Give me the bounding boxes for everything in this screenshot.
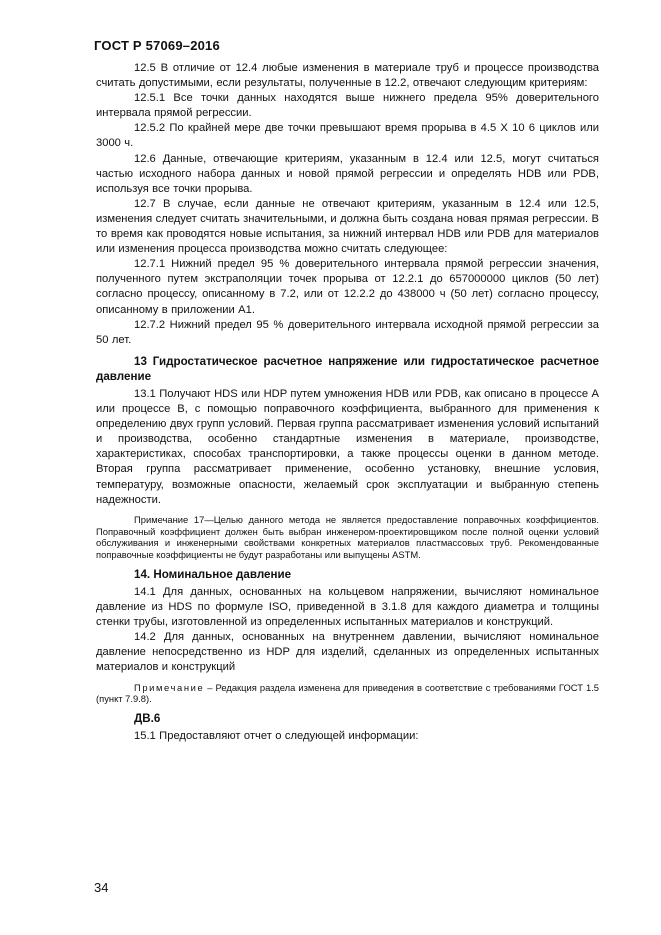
paragraph-14-1: 14.1 Для данных, основанных на кольцевом напряжении, вычисляют номинальное давление из HDS по формуле ISO, приведенной в 3.1.8 для каждого диаметра и толщины стенки трубы, изготовленной из определенных испытанных материалов и конструкций. [96,586,599,629]
paragraph-12-5-1: 12.5.1 Все точки данных находятся выше нижнего предела 95% доверительного интервала прямой регрессии. [96,92,599,120]
paragraph-12-7-1: 12.7.1 Нижний предел 95 % доверительного интервала прямой регрессии значения, полученного путем экстраполяции точек прорыва от 12.2.1 до 657000000 циклов (50 лет) согласно процессу, описанному в 7.2, или от 12.2.2 до 438000 ч (50 лет) согласно процессу, описанному в приложении А1. [96,258,599,316]
section-14-heading: 14. Номинальное давление [134,567,292,581]
paragraph-13-1: 13.1 Получают HDS или HDP путем умножения HDB или PDB, как описано в процессе А или процессе В, с помощью поправочного коэффициента, выбранного для применения к определению двух групп условий. Первая группа рассматривает изменения условий испытаний и производства, особенно стандартные изменения в материале, производстве, характеристиках, способах транспортировки, а также процессы оценки в данном методе. Вторая группа рассматривает применение, особенно установку, внешние условия, температуру, возможные опасности, желаемый срок эксплуатации и выбранную степень надежности. [96,387,599,506]
page-number: 34 [94,880,109,895]
section-13-heading: 13 Гидростатическое расчетное напряжение или гидростатическое расчетное давление [96,354,599,383]
paragraph-15-1: 15.1 Предоставляют отчет о следующей информации: [134,730,419,743]
section-dv6-heading: ДВ.6 [134,712,161,726]
note-final-text: – Редакция раздела изменена для приведения в соответствие с требованиями ГОСТ 1.5 (пункт 7.9.8). [96,681,599,705]
paragraph-12-5-2: 12.5.2 По крайней мере две точки превышают время прорыва в 4.5 Х 10 6 циклов или 3000 ч. [96,122,599,150]
paragraph-14-2: 14.2 Для данных, основанных на внутреннем давлении, вычисляют номинальное давление непосредственно из HDP для изделий, сделанных из определенных испытанных материалов и конструкций [96,631,599,674]
paragraph-12-7-2: 12.7.2 Нижний предел 95 % доверительного интервала исходной прямой регрессии за 50 лет. [96,318,599,346]
paragraph-12-6: 12.6 Данные, отвечающие критериям, указанным в 12.4 или 12.5, могут считаться частью исходного набора данных и новой прямой регрессии и определять HDB или PDB, используя все точки прорыва. [96,152,599,195]
paragraph-12-7: 12.7 В случае, если данные не отвечают критериям, указанным в 12.4 или 12.5, изменения следует считать значительными, и должна быть создана новая прямая регрессии. В то время как проводятся новые испытания, за нижний интервал HDB или PDB для материалов или изменения процесса производства можно считать следующее: [96,197,599,256]
note-final-label: Примечание [134,681,205,693]
document-header: ГОСТ Р 57069–2016 [94,38,220,53]
paragraph-12-5: 12.5 В отличие от 12.4 любые изменения в материале труб и процессе производства считать допустимыми, если результаты, полученные в 12.2, отвечают следующим критериям: [96,62,599,90]
note-final [96,682,599,706]
document-body [96,61,599,744]
note-17: Примечание 17—Целью данного метода не является предоставление поправочных коэффициентов. Поправочный коэффициент должен быть выбран инженером-проектировщиком после полной оценки условий обслуживания и инженерными свойствами конкретных материалов пластмассовых труб. Рекомендованные поправочные коэффициенты не будут разработаны или выпущены ASTM. [96,513,599,561]
